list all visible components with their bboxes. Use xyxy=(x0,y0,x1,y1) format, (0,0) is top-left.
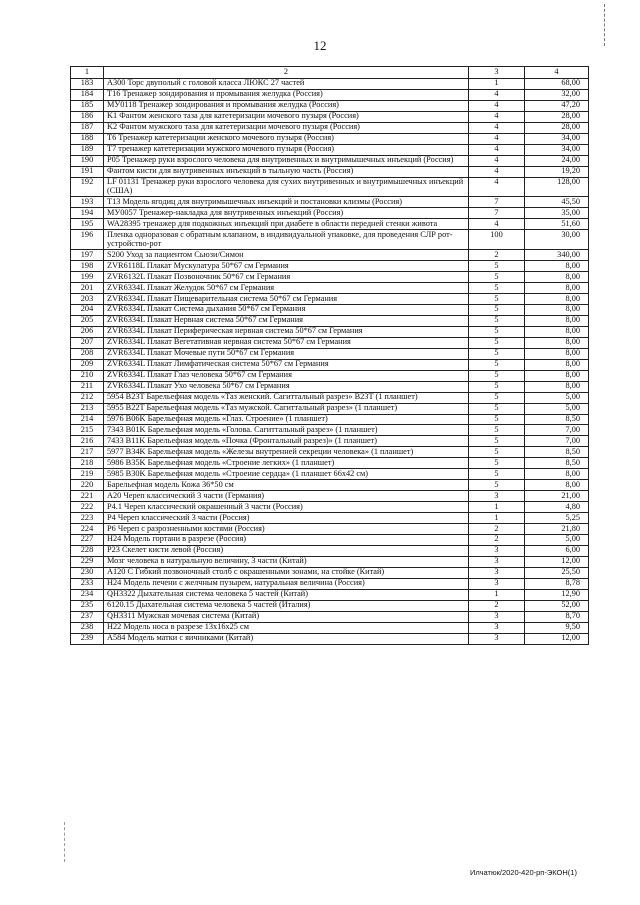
item-quantity: 5 xyxy=(469,359,525,370)
item-price: 28,00 xyxy=(525,122,589,133)
item-description: 6120.15 Дыхательная система человека 5 частей (Италия) xyxy=(104,600,469,611)
row-number: 208 xyxy=(71,348,104,359)
item-description: ZVR6334L Плакат Система дыхания 50*67 см Германия xyxy=(104,304,469,315)
item-price: 340,00 xyxy=(525,250,589,261)
item-quantity: 5 xyxy=(469,414,525,425)
item-quantity: 4 xyxy=(469,100,525,111)
row-number: 201 xyxy=(71,283,104,294)
item-quantity: 5 xyxy=(469,294,525,305)
table-row xyxy=(71,111,589,122)
row-number: 220 xyxy=(71,480,104,491)
item-quantity: 5 xyxy=(469,272,525,283)
item-quantity: 1 xyxy=(469,513,525,524)
item-price: 51,60 xyxy=(525,219,589,230)
table-row xyxy=(71,144,589,155)
row-number: 229 xyxy=(71,556,104,567)
row-number: 212 xyxy=(71,392,104,403)
item-description: H24 Модель печени с желчным пузырем, натуральная величина (Россия) xyxy=(104,578,469,589)
row-number: 197 xyxy=(71,250,104,261)
table-row xyxy=(71,294,589,305)
table-row xyxy=(71,403,589,414)
item-price: 5,00 xyxy=(525,534,589,545)
item-quantity: 5 xyxy=(469,348,525,359)
item-price: 8,00 xyxy=(525,315,589,326)
row-number: 191 xyxy=(71,166,104,177)
item-quantity: 5 xyxy=(469,326,525,337)
table-row xyxy=(71,100,589,111)
table-row xyxy=(71,370,589,381)
row-number: 217 xyxy=(71,447,104,458)
item-price: 5,00 xyxy=(525,392,589,403)
item-description: LF 01131 Тренажер руки взрослого человека для сухих внутривенных и внутримышечных инъекций (США) xyxy=(104,177,469,197)
row-number: 234 xyxy=(71,589,104,600)
item-description: QH3311 Мужская мочевая система (Китай) xyxy=(104,611,469,622)
item-description: T16 Тренажер зондирования и промывания желудка (Россия) xyxy=(104,89,469,100)
header-cell: 2 xyxy=(104,67,469,79)
row-number: 239 xyxy=(71,633,104,644)
item-price: 8,00 xyxy=(525,272,589,283)
row-number: 233 xyxy=(71,578,104,589)
item-quantity: 2 xyxy=(469,534,525,545)
price-table xyxy=(70,66,589,645)
table-row xyxy=(71,534,589,545)
item-quantity: 4 xyxy=(469,177,525,197)
item-description: ZVR6334L Плакат Нервная система 50*67 см Германия xyxy=(104,315,469,326)
item-price: 4,80 xyxy=(525,502,589,513)
table-row xyxy=(71,155,589,166)
table-row xyxy=(71,166,589,177)
item-quantity: 3 xyxy=(469,578,525,589)
row-number: 224 xyxy=(71,524,104,535)
item-price: 5,00 xyxy=(525,403,589,414)
row-number: 187 xyxy=(71,122,104,133)
row-number: 209 xyxy=(71,359,104,370)
table-row xyxy=(71,272,589,283)
item-quantity: 3 xyxy=(469,633,525,644)
item-description: QH3322 Дыхательная система человека 5 частей (Китай) xyxy=(104,589,469,600)
row-number: 206 xyxy=(71,326,104,337)
item-price: 68,00 xyxy=(525,78,589,89)
row-number: 207 xyxy=(71,337,104,348)
item-price: 5,25 xyxy=(525,513,589,524)
item-quantity: 7 xyxy=(469,208,525,219)
item-quantity: 4 xyxy=(469,144,525,155)
item-quantity: 5 xyxy=(469,261,525,272)
table-row xyxy=(71,502,589,513)
table-row xyxy=(71,578,589,589)
row-number: 218 xyxy=(71,458,104,469)
item-quantity: 5 xyxy=(469,337,525,348)
item-price: 8,50 xyxy=(525,447,589,458)
item-description: Мозг человека в натуральную величину, 3 части (Китай) xyxy=(104,556,469,567)
row-number: 215 xyxy=(71,425,104,436)
row-number: 196 xyxy=(71,230,104,250)
item-quantity: 4 xyxy=(469,133,525,144)
item-price: 47,20 xyxy=(525,100,589,111)
item-price: 128,00 xyxy=(525,177,589,197)
row-number: 195 xyxy=(71,219,104,230)
item-description: T7 тренажер катетеризации мужского мочевого пузыря (Россия) xyxy=(104,144,469,155)
item-description: P23 Скелет кисти левой (Россия) xyxy=(104,545,469,556)
item-price: 6,00 xyxy=(525,545,589,556)
row-number: 216 xyxy=(71,436,104,447)
item-quantity: 5 xyxy=(469,370,525,381)
item-description: A120 C Гибкий позвоночный столб с окрашенными зонами, на стойке (Китай) xyxy=(104,567,469,578)
row-number: 210 xyxy=(71,370,104,381)
item-description: P6 Череп с разрозненными костями (Россия) xyxy=(104,524,469,535)
table-row xyxy=(71,230,589,250)
row-number: 183 xyxy=(71,78,104,89)
row-number: 237 xyxy=(71,611,104,622)
table-row xyxy=(71,458,589,469)
item-price: 34,00 xyxy=(525,133,589,144)
item-description: A584 Модель матки с яичниками (Китай) xyxy=(104,633,469,644)
margin-mark xyxy=(64,822,66,862)
item-price: 8,00 xyxy=(525,283,589,294)
item-description: Пленка одноразовая с обратным клапаном, в индивидуальной упаковке, для проведения СЛР рот-устройство-рот xyxy=(104,230,469,250)
table-row xyxy=(71,133,589,144)
item-quantity: 5 xyxy=(469,403,525,414)
table-row xyxy=(71,304,589,315)
item-quantity: 100 xyxy=(469,230,525,250)
table-row xyxy=(71,414,589,425)
item-quantity: 2 xyxy=(469,600,525,611)
table-row xyxy=(71,633,589,644)
item-quantity: 2 xyxy=(469,524,525,535)
row-number: 198 xyxy=(71,261,104,272)
row-number: 238 xyxy=(71,622,104,633)
table-body xyxy=(71,78,589,644)
table-row xyxy=(71,326,589,337)
table-row xyxy=(71,513,589,524)
item-price: 7,00 xyxy=(525,425,589,436)
item-quantity: 3 xyxy=(469,611,525,622)
item-price: 12,90 xyxy=(525,589,589,600)
table-row xyxy=(71,348,589,359)
item-description: S200 Уход за пациентом Сьюзи/Симон xyxy=(104,250,469,261)
table-row xyxy=(71,337,589,348)
item-quantity: 4 xyxy=(469,166,525,177)
item-description: Барельефная модель Кожа 36*50 см xyxy=(104,480,469,491)
item-quantity: 1 xyxy=(469,502,525,513)
item-quantity: 4 xyxy=(469,89,525,100)
item-quantity: 5 xyxy=(469,381,525,392)
item-description: МУ0057 Тренажер-накладка для внутривенных инъекций (Россия) xyxy=(104,208,469,219)
item-quantity: 3 xyxy=(469,491,525,502)
item-description: 5986 B35K Барельефная модель «Строение легких» (1 планшет) xyxy=(104,458,469,469)
table-row xyxy=(71,381,589,392)
row-number: 214 xyxy=(71,414,104,425)
item-quantity: 5 xyxy=(469,469,525,480)
row-number: 190 xyxy=(71,155,104,166)
table-row xyxy=(71,122,589,133)
item-price: 34,00 xyxy=(525,144,589,155)
row-number: 219 xyxy=(71,469,104,480)
item-price: 8,00 xyxy=(525,261,589,272)
table-row xyxy=(71,611,589,622)
table-row xyxy=(71,436,589,447)
item-description: 5954 B23T Барельефная модель «Таз женский. Сагиттальный разрез» B23T (1 планшет) xyxy=(104,392,469,403)
item-description: ZVR6132L Плакат Позвоночник 50*67 см Германия xyxy=(104,272,469,283)
row-number: 223 xyxy=(71,513,104,524)
row-number: 222 xyxy=(71,502,104,513)
item-price: 32,00 xyxy=(525,89,589,100)
item-price: 8,50 xyxy=(525,414,589,425)
price-table-wrapper xyxy=(70,66,588,645)
table-row xyxy=(71,600,589,611)
table-row xyxy=(71,556,589,567)
item-description: 5977 B34K Барельефная модель «Железы внутренней секреции человека» (1 планшет) xyxy=(104,447,469,458)
table-header-row xyxy=(71,67,589,79)
item-description: МУ0118 Тренажер зондирования и промывания желудка (Россия) xyxy=(104,100,469,111)
item-description: ZVR6334L Плакат Желудок 50*67 см Германия xyxy=(104,283,469,294)
table-row xyxy=(71,177,589,197)
item-price: 25,50 xyxy=(525,567,589,578)
item-price: 8,78 xyxy=(525,578,589,589)
item-quantity: 3 xyxy=(469,545,525,556)
item-price: 8,50 xyxy=(525,458,589,469)
item-price: 24,00 xyxy=(525,155,589,166)
item-description: ZVR6334L Плакат Мочевые пути 50*67 см Германия xyxy=(104,348,469,359)
item-price: 8,70 xyxy=(525,611,589,622)
item-price: 8,00 xyxy=(525,337,589,348)
row-number: 204 xyxy=(71,304,104,315)
item-price: 35,00 xyxy=(525,208,589,219)
item-quantity: 5 xyxy=(469,425,525,436)
item-price: 52,00 xyxy=(525,600,589,611)
item-quantity: 1 xyxy=(469,589,525,600)
item-description: 5985 B30K Барельефная модель «Строение сердца» (1 планшет 66х42 см) xyxy=(104,469,469,480)
item-quantity: 7 xyxy=(469,197,525,208)
table-row xyxy=(71,283,589,294)
row-number: 192 xyxy=(71,177,104,197)
row-number: 193 xyxy=(71,197,104,208)
item-quantity: 4 xyxy=(469,111,525,122)
row-number: 199 xyxy=(71,272,104,283)
item-price: 30,00 xyxy=(525,230,589,250)
table-row xyxy=(71,261,589,272)
item-description: H22 Модель носа в разрезе 13х16х25 см xyxy=(104,622,469,633)
item-quantity: 1 xyxy=(469,78,525,89)
table-row xyxy=(71,491,589,502)
table-row xyxy=(71,524,589,535)
row-number: 194 xyxy=(71,208,104,219)
item-price: 21,00 xyxy=(525,491,589,502)
header-cell: 4 xyxy=(525,67,589,79)
header-cell: 3 xyxy=(469,67,525,79)
item-price: 8,00 xyxy=(525,294,589,305)
item-price: 8,00 xyxy=(525,381,589,392)
item-description: H24 Модель гортани в разрезе (Россия) xyxy=(104,534,469,545)
item-price: 8,00 xyxy=(525,348,589,359)
table-row xyxy=(71,425,589,436)
item-quantity: 4 xyxy=(469,155,525,166)
item-quantity: 4 xyxy=(469,122,525,133)
table-row xyxy=(71,208,589,219)
row-number: 230 xyxy=(71,567,104,578)
row-number: 211 xyxy=(71,381,104,392)
item-quantity: 5 xyxy=(469,283,525,294)
item-description: P4.1 Череп классический окрашенный 3 части (Россия) xyxy=(104,502,469,513)
item-quantity: 5 xyxy=(469,392,525,403)
table-row xyxy=(71,315,589,326)
row-number: 184 xyxy=(71,89,104,100)
item-description: ZVR6118L Плакат Мускулатура 50*67 см Германия xyxy=(104,261,469,272)
item-description: K2 Фантом мужского таза для катетеризации мочевого пузыря (Россия) xyxy=(104,122,469,133)
row-number: 186 xyxy=(71,111,104,122)
row-number: 228 xyxy=(71,545,104,556)
table-row xyxy=(71,250,589,261)
table-row xyxy=(71,359,589,370)
item-description: T6 Тренажер катетеризации женского мочевого пузыря (Россия) xyxy=(104,133,469,144)
item-description: ZVR6334L Плакат Пищеварительная система 50*67 см Германия xyxy=(104,294,469,305)
table-row xyxy=(71,567,589,578)
item-price: 7,00 xyxy=(525,436,589,447)
item-description: ZVR6334L Плакат Вегетативная нервная система 50*67 см Германия xyxy=(104,337,469,348)
item-quantity: 5 xyxy=(469,315,525,326)
item-description: 5976 B06K Барельефная модель «Глаз. Строение» (1 планшет) xyxy=(104,414,469,425)
item-price: 21,80 xyxy=(525,524,589,535)
item-price: 12,00 xyxy=(525,556,589,567)
item-description: A300 Торс двуполый с головой класса ЛЮКС 27 частей xyxy=(104,78,469,89)
row-number: 227 xyxy=(71,534,104,545)
item-quantity: 4 xyxy=(469,219,525,230)
item-description: K1 Фантом женского таза для катетеризации мочевого пузыря (Россия) xyxy=(104,111,469,122)
item-price: 45,50 xyxy=(525,197,589,208)
item-quantity: 3 xyxy=(469,622,525,633)
table-row xyxy=(71,78,589,89)
item-description: 7343 B01K Барельефная модель «Голова. Сагиттальный разрез» (1 планшет) xyxy=(104,425,469,436)
table-row xyxy=(71,447,589,458)
item-quantity: 5 xyxy=(469,447,525,458)
item-description: ZVR6334L Плакат Ухо человека 50*67 см Германия xyxy=(104,381,469,392)
item-price: 8,00 xyxy=(525,359,589,370)
row-number: 189 xyxy=(71,144,104,155)
item-description: 7433 B11K Барельефная модель «Почка (Фронтальный разрез)» (1 планшет) xyxy=(104,436,469,447)
item-quantity: 3 xyxy=(469,556,525,567)
item-price: 9,50 xyxy=(525,622,589,633)
row-number: 235 xyxy=(71,600,104,611)
table-row xyxy=(71,480,589,491)
row-number: 205 xyxy=(71,315,104,326)
item-quantity: 2 xyxy=(469,250,525,261)
item-description: A20 Череп классический 3 части (Германия) xyxy=(104,491,469,502)
item-price: 8,00 xyxy=(525,469,589,480)
document-code: Илчатюк/2020-420-рп-ЭКОН(1) xyxy=(470,868,577,877)
row-number: 203 xyxy=(71,294,104,305)
table-row xyxy=(71,589,589,600)
row-number: 185 xyxy=(71,100,104,111)
table-row xyxy=(71,89,589,100)
item-price: 28,00 xyxy=(525,111,589,122)
row-number: 188 xyxy=(71,133,104,144)
table-row xyxy=(71,392,589,403)
item-description: 5955 B22T Барельефная модель «Таз мужской. Сагиттальный разрез» (1 планшет) xyxy=(104,403,469,414)
item-price: 8,00 xyxy=(525,304,589,315)
item-price: 8,00 xyxy=(525,326,589,337)
item-description: ZVR6334L Плакат Глаз человека 50*67 см Германия xyxy=(104,370,469,381)
item-quantity: 5 xyxy=(469,480,525,491)
item-description: P4 Череп классический 3 части (Россия) xyxy=(104,513,469,524)
table-row xyxy=(71,197,589,208)
row-number: 213 xyxy=(71,403,104,414)
row-number: 221 xyxy=(71,491,104,502)
item-description: WA28395 тренажер для подкожных инъекций при диабете в области передней стенки живота xyxy=(104,219,469,230)
table-row xyxy=(71,219,589,230)
table-row xyxy=(71,545,589,556)
item-description: T13 Модель ягодиц для внутримышечных инъекций и постановки клизмы (Россия) xyxy=(104,197,469,208)
item-description: Фантом кисти для внутривенных инъекций в тыльную часть (Россия) xyxy=(104,166,469,177)
item-quantity: 3 xyxy=(469,567,525,578)
item-quantity: 5 xyxy=(469,458,525,469)
page-number: 12 xyxy=(313,38,327,53)
item-description: ZVR6334L Плакат Периферическая нервная система 50*67 см Германия xyxy=(104,326,469,337)
item-description: P05 Тренажер руки взрослого человека для внутривенных и внутримышечных инъекций (Россия) xyxy=(104,155,469,166)
item-price: 8,00 xyxy=(525,370,589,381)
item-price: 8,00 xyxy=(525,480,589,491)
header-cell: 1 xyxy=(71,67,104,79)
item-description: ZVR6334L Плакат Лимфатическая система 50*67 см Германия xyxy=(104,359,469,370)
table-row xyxy=(71,622,589,633)
item-price: 12,00 xyxy=(525,633,589,644)
table-row xyxy=(71,469,589,480)
item-price: 19,20 xyxy=(525,166,589,177)
item-quantity: 5 xyxy=(469,304,525,315)
item-quantity: 5 xyxy=(469,436,525,447)
